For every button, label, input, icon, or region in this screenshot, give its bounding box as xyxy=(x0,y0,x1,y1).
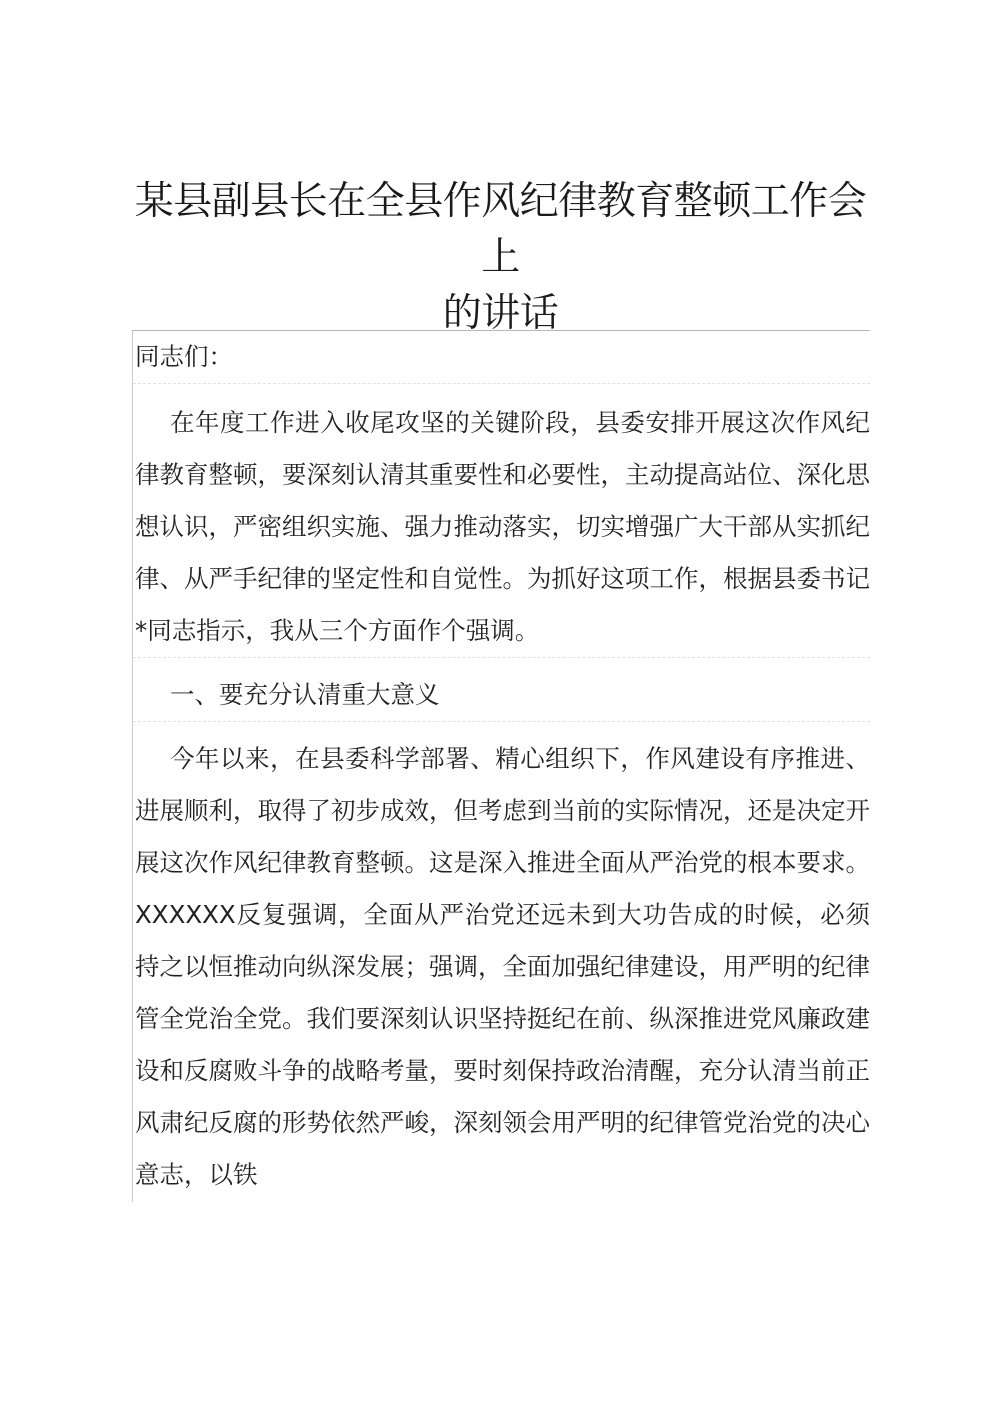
section-heading-1: 一、要充分认清重大意义 xyxy=(170,680,440,709)
document-title-line-2: 的讲话 xyxy=(442,291,559,336)
document-title xyxy=(128,174,873,342)
paragraph-divider xyxy=(133,657,870,658)
greeting: 同志们： xyxy=(135,342,233,371)
paragraph-divider xyxy=(133,721,870,722)
paragraph-divider xyxy=(133,383,870,384)
document-title-line-1: 某县副县长在全县作风纪律教育整顿工作会上 xyxy=(134,179,867,280)
paragraph-section-1: 今年以来，在县委科学部署、精心组织下，作风建设有序推进、进展顺利，取得了初步成效，但考虑到当前的实际情况，还是决定开展这次作风纪律教育整顿。这是深入推进全面从严治党的根本要求。XXXXXX反复强调，全面从严治党还远未到大功告成的时候，必须持之以恒推动向纵深发展；强调，全面加强纪律建设，用严明的纪律管全党治全党。我们要深刻认识坚持挺纪在前、纵深推进党风廉政建设和反腐败斗争的战略考量，要时刻保持政治清醒，充分认清当前正风肃纪反腐的形势依然严峻，深刻领会用严明的纪律管党治党的决心意志，以铁 xyxy=(135,744,870,1189)
document-body xyxy=(132,330,870,1202)
paragraph-intro: 在年度工作进入收尾攻坚的关键阶段，县委安排开展这次作风纪律教育整顿，要深刻认清其重要性和必要性，主动提高站位、深化思想认识，严密组织实施、强力推动落实，切实增强广大干部从实抓纪律、从严手纪律的坚定性和自觉性。为抓好这项工作，根据县委书记*同志指示，我从三个方面作个强调。 xyxy=(135,408,870,645)
